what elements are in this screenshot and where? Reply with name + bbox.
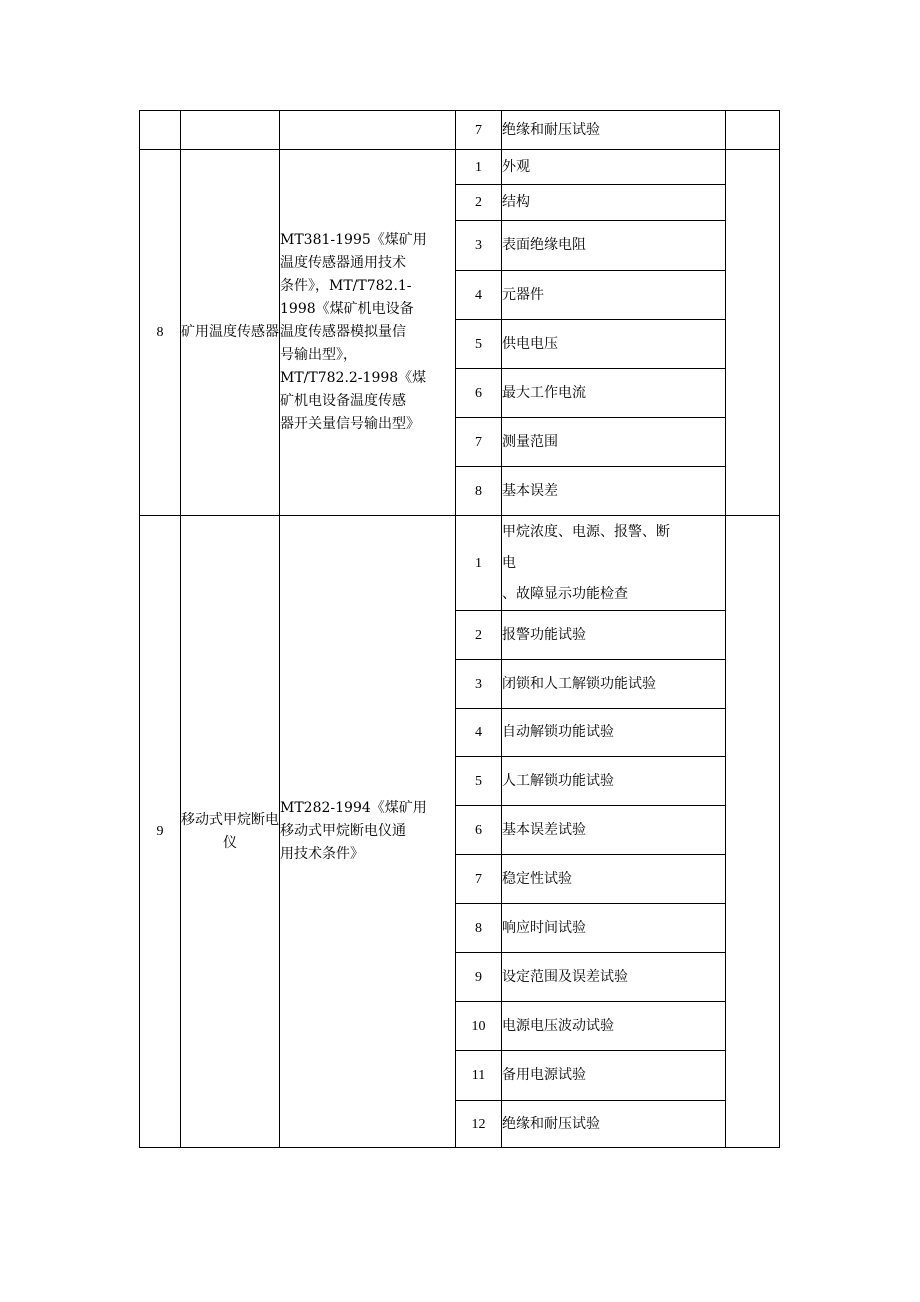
item-name: 报警功能试验 [502,611,726,660]
item-name: 响应时间试验 [502,904,726,953]
standard-line: 1998《煤矿机电设备 [280,301,414,317]
remark-cell [726,150,780,516]
standard-line: 温度传感器通用技术 [280,255,406,271]
item-number: 7 [456,855,502,904]
remark-cell [726,516,780,1148]
item-name: 最大工作电流 [502,369,726,418]
standards-table [139,110,780,1148]
item-number: 12 [456,1101,502,1148]
serial-cell [140,111,181,150]
standard-line: 条件》，MT/T782.1- [280,278,412,294]
item-number: 3 [456,221,502,271]
item-number: 5 [456,757,502,806]
standard-line: MT/T782.2-1998《煤 [280,370,427,386]
item-name: 结构 [502,185,726,221]
remark-cell [726,111,780,150]
item-line: 甲烷浓度、电源、报警、断 [502,523,670,540]
table-row [140,150,780,185]
table-row [140,516,780,611]
item-number: 7 [456,418,502,467]
item-name: 备用电源试验 [502,1051,726,1101]
item-number: 6 [456,369,502,418]
item-number: 6 [456,806,502,855]
item-number: 3 [456,660,502,709]
item-name [502,516,726,611]
item-number: 9 [456,953,502,1002]
item-name: 表面绝缘电阻 [502,221,726,271]
item-number: 4 [456,709,502,757]
item-name: 基本误差试验 [502,806,726,855]
product-name: 矿用温度传感器 [181,150,280,516]
standard-reference [280,150,456,516]
item-line: 电 [502,554,516,571]
item-number: 2 [456,611,502,660]
standard-line: 器开关量信号输出型》 [280,416,420,432]
item-name: 测量范围 [502,418,726,467]
item-number: 1 [456,516,502,611]
standard-reference [280,516,456,1148]
item-name: 供电电压 [502,320,726,369]
item-name: 人工解锁功能试验 [502,757,726,806]
item-line: 、故障显示功能检查 [502,585,628,602]
item-name: 闭锁和人工解锁功能试验 [502,660,726,709]
serial-number: 9 [140,516,181,1148]
item-number: 4 [456,271,502,320]
standard-line: MT381-1995《煤矿用 [280,232,427,248]
standard-line: 号输出型》， [280,347,357,363]
standard-line: 温度传感器模拟量信 [280,324,406,340]
standard-line: 用技术条件》 [280,846,364,862]
standard-line: 矿机电设备温度传感 [280,393,406,409]
item-name: 稳定性试验 [502,855,726,904]
serial-number: 8 [140,150,181,516]
item-name: 电源电压波动试验 [502,1002,726,1051]
item-number: 2 [456,185,502,221]
item-name: 绝缘和耐压试验 [502,111,726,150]
item-number: 8 [456,467,502,516]
product-name: 移动式甲烷断电仪 [181,516,280,1148]
item-name: 元器件 [502,271,726,320]
item-number: 11 [456,1051,502,1101]
standard-line: 移动式甲烷断电仪通 [280,823,406,839]
item-name: 自动解锁功能试验 [502,709,726,757]
product-name-cell [181,111,280,150]
item-number: 8 [456,904,502,953]
standard-cell [280,111,456,150]
item-number: 5 [456,320,502,369]
item-name: 绝缘和耐压试验 [502,1101,726,1148]
item-number: 1 [456,150,502,185]
standard-line: MT282-1994《煤矿用 [280,800,427,816]
table-row [140,111,780,150]
item-number: 7 [456,111,502,150]
item-name: 基本误差 [502,467,726,516]
item-name: 设定范围及误差试验 [502,953,726,1002]
item-number: 10 [456,1002,502,1051]
item-name: 外观 [502,150,726,185]
